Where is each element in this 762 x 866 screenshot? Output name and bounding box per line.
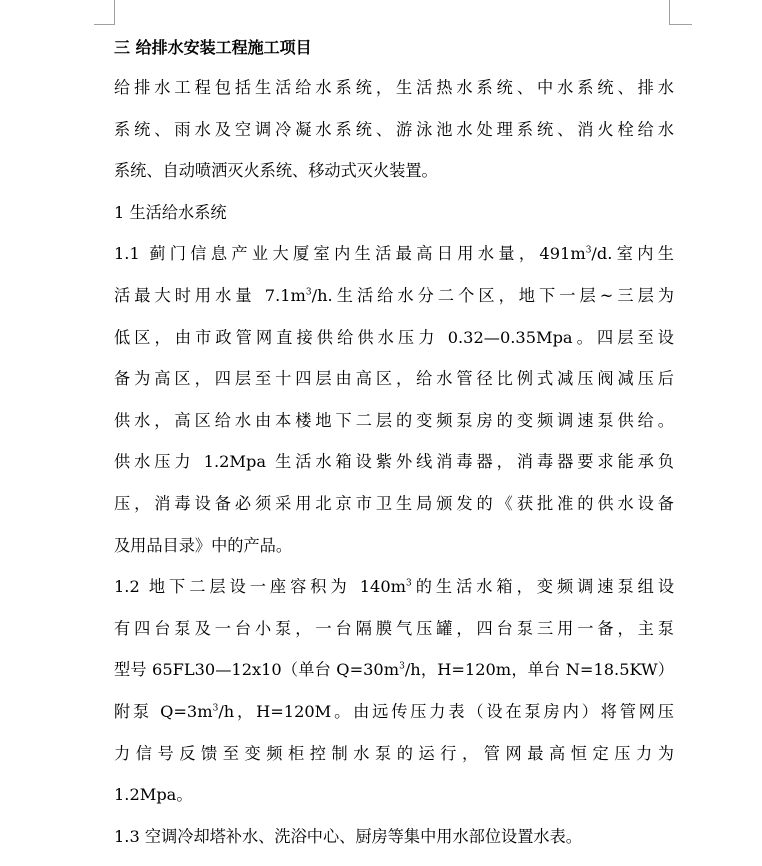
intro-line-2: 系统、雨水及空调冷凝水系统、游泳池水处理系统、消火栓给水 bbox=[114, 119, 674, 139]
crop-mark-top-left bbox=[94, 0, 115, 25]
p11-line-4: 备为高区，四层至十四层由高区，给水管径比例式减压阀减压后 bbox=[114, 369, 674, 389]
p11-line-5: 供水，高区给水由本楼地下二层的变频泵房的变频调速泵供给。 bbox=[114, 410, 674, 430]
intro-paragraph bbox=[114, 67, 674, 192]
intro-line-3: 系统、自动喷洒灭火系统、移动式灭火装置。 bbox=[114, 161, 438, 181]
superscript: 3 bbox=[585, 245, 592, 256]
p11-line-1-text-b: /d.室内生 bbox=[591, 244, 674, 264]
p11-line-2-text-b: /h.生活给水分二个区，地下一层~三层为 bbox=[311, 285, 674, 305]
p13-line-1: 1.3 空调冷却塔补水、洗浴中心、厨房等集中用水部位设置水表。 bbox=[114, 826, 582, 846]
p11-line-3: 低区，由市政管网直接供给供水压力 0.32—0.35Mpa。四层至设 bbox=[114, 327, 674, 347]
p12-line-3 bbox=[114, 649, 674, 691]
p12-line-4-text-a: 附泵 Q=3m bbox=[114, 701, 213, 721]
document-body bbox=[114, 30, 674, 857]
p12-line-4 bbox=[114, 691, 674, 733]
p12-line-2: 有四台泵及一台小泵，一台隔膜气压罐，四台泵三用一备，主泵 bbox=[114, 618, 674, 638]
p12-line-3-text-a: 型号 65FL30—12x10（单台 Q=30m bbox=[114, 660, 400, 680]
p11-line-8: 及用品目录》中的产品。 bbox=[114, 535, 293, 555]
superscript: 3 bbox=[406, 578, 412, 589]
superscript: 3 bbox=[212, 703, 219, 714]
p12-line-1-text-b: 的生活水箱，变频调速泵组设 bbox=[411, 577, 675, 597]
p11-line-1-text-a: 1.1 蓟门信息产业大厦室内生活最高日用水量，491m bbox=[114, 244, 586, 264]
paragraph-1-1 bbox=[114, 233, 674, 566]
crop-mark-top-right bbox=[669, 0, 692, 25]
p11-line-6: 供水压力 1.2Mpa 生活水箱设紫外线消毒器，消毒器要求能承负 bbox=[114, 452, 674, 472]
section-heading: 三 给排水安装工程施工项目 bbox=[114, 38, 312, 57]
p12-line-4-text-b: /h，H=120M。由远传压力表（设在泵房内）将管网压 bbox=[218, 701, 674, 721]
intro-line-1: 给排水工程包括生活给水系统，生活热水系统、中水系统、排水 bbox=[114, 78, 674, 97]
p12-line-1 bbox=[114, 566, 674, 608]
subsection-title bbox=[114, 192, 674, 234]
p12-line-6: 1.2Mpa。 bbox=[114, 785, 193, 805]
p12-line-5: 力信号反馈至变频柜控制水泵的运行，管网最高恒定压力为 bbox=[114, 743, 674, 763]
paragraph-1-3 bbox=[114, 816, 674, 858]
p11-line-2 bbox=[114, 275, 674, 317]
superscript: 3 bbox=[399, 661, 405, 672]
p11-line-7: 压，消毒设备必须采用北京市卫生局颁发的《获批准的供水设备 bbox=[114, 493, 674, 513]
paragraph-1-2 bbox=[114, 566, 674, 816]
p12-line-3-text-b: /h，H=120m，单台 N=18.5KW） bbox=[404, 660, 674, 680]
subsection-title-text: 1 生活给水系统 bbox=[114, 202, 227, 222]
p12-line-1-text-a: 1.2 地下二层设一座容积为 140m bbox=[114, 577, 406, 597]
p11-line-2-text-a: 活最大时用水量 7.1m bbox=[114, 285, 306, 305]
p11-line-1 bbox=[114, 233, 674, 275]
superscript: 3 bbox=[305, 287, 312, 298]
